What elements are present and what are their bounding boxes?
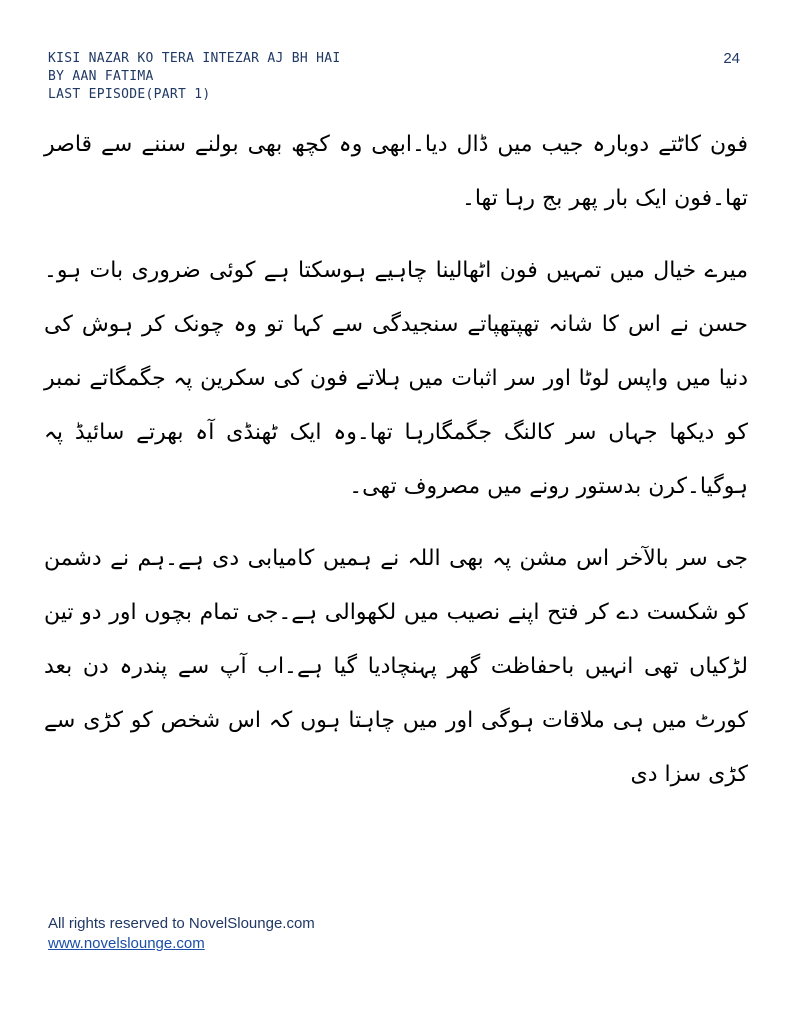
episode-line: LAST EPISODE(PART 1) [48,87,211,102]
author-line: BY AAN FATIMA [48,69,154,84]
novel-title: KISI NAZAR KO TERA INTEZAR AJ BH HAI [48,51,341,66]
story-body [44,118,748,820]
copyright-notice: All rights reserved to NovelSlounge.com [48,915,315,932]
document-footer [48,914,315,954]
document-header [48,50,341,104]
paragraph-2: میرے خیال میں تمہیں فون اٹھالینا چاہیے ہوسکتا ہے کوئی ضروری بات ہو۔حسن نے اس کا شانہ تھپتھپاتے سنجیدگی سے کہا تو وہ چونک کر ہوش کی دنیا میں واپس لوٹا اور سر اثبات میں ہلاتے فون کی سکرین پہ جگمگاتے نمبر کو دیکھا جہاں سر کالنگ جگمگارہا تھا۔وہ ایک ٹھنڈی آہ بھرتے سائیڈ پہ ہوگیا۔کرن بدستور رونے میں مصروف تھی۔ [44,258,748,499]
page-number: 24 [723,50,740,67]
website-link[interactable]: www.novelslounge.com [48,935,205,952]
paragraph-3: جی سر بالآخر اس مشن پہ بھی اللہ نے ہمیں کامیابی دی ہے۔ہم نے دشمن کو شکست دے کر فتح اپنے نصیب میں لکھوالی ہے۔جی تمام بچوں اور دو تین لڑکیاں تھی انہیں باحفاظت گھر پہنچادیا گیا ہے۔اب آپ سے پندرہ دن بعد کورٹ میں ہی ملاقات ہوگی اور میں چاہتا ہوں کہ اس شخص کو کڑی سے کڑی سزا دی [44,546,748,787]
paragraph-1: فون کاٹتے دوبارہ جیب میں ڈال دیا۔ابھی وہ کچھ بھی بولنے سننے سے قاصر تھا۔فون ایک بار پھر بج رہا تھا۔ [44,132,748,211]
